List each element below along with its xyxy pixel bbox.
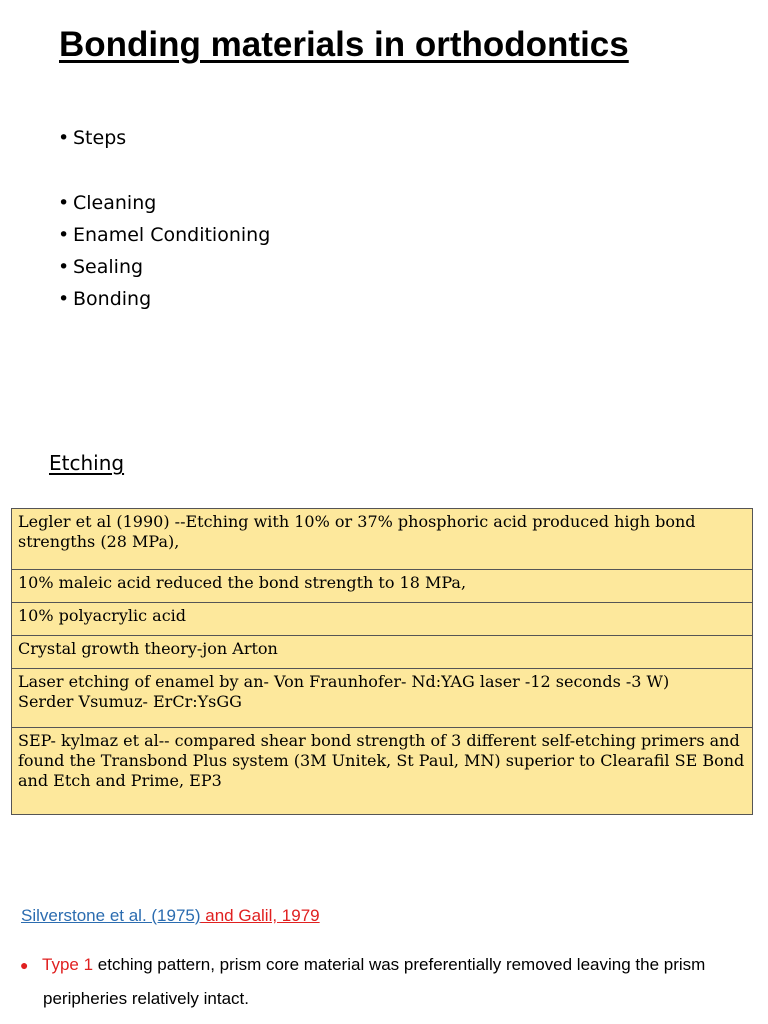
list-item-label: Steps bbox=[73, 127, 127, 149]
steps-list bbox=[58, 122, 270, 315]
table-cell: 10% maleic acid reduced the bond strength to 18 MPa, bbox=[12, 570, 753, 603]
list-spacer bbox=[58, 154, 270, 187]
table-row bbox=[12, 636, 753, 669]
table-cell: Crystal growth theory-jon Arton bbox=[12, 636, 753, 669]
type-description-continuation: peripheries relatively intact. bbox=[43, 989, 249, 1008]
list-item bbox=[58, 283, 270, 315]
reference-link-galil[interactable]: and Galil, 1979 bbox=[200, 906, 320, 925]
bullet-icon: • bbox=[58, 127, 70, 149]
table-cell: Legler et al (1990) --Etching with 10% or 37% phosphoric acid produced high bond strengths (28 MPa), bbox=[12, 509, 753, 570]
table-cell: 10% polyacrylic acid bbox=[12, 603, 753, 636]
bullet-icon: • bbox=[58, 192, 70, 214]
reference-link-silverstone[interactable]: Silverstone et al. (1975) bbox=[21, 906, 201, 925]
type-list-item bbox=[20, 948, 760, 1016]
bullet-icon: • bbox=[58, 224, 70, 246]
table-row bbox=[12, 603, 753, 636]
bullet-icon: • bbox=[58, 256, 70, 278]
list-item bbox=[58, 187, 270, 219]
bullet-icon: ● bbox=[20, 957, 29, 973]
table-cell: SEP- kylmaz et al-- compared shear bond strength of 3 different self-etching primers and found the Transbond Plus system (3M Unitek, St Paul, MN) superior to Clearafil SE Bond and Etch and Prime, EP3 bbox=[12, 728, 753, 815]
bullet-icon: • bbox=[58, 288, 70, 310]
table-row bbox=[12, 728, 753, 815]
list-item bbox=[58, 251, 270, 283]
page-title: Bonding materials in orthodontics bbox=[59, 25, 629, 64]
table-row bbox=[12, 509, 753, 570]
type-label: Type 1 bbox=[42, 955, 94, 974]
section-heading: Etching bbox=[49, 451, 125, 475]
list-item bbox=[58, 122, 270, 154]
type-description: etching pattern, prism core material was preferentially removed leaving the prism bbox=[93, 955, 706, 974]
list-item-label: Cleaning bbox=[73, 192, 157, 214]
reference-line bbox=[21, 906, 320, 926]
list-item-label: Enamel Conditioning bbox=[73, 224, 271, 246]
list-item-label: Bonding bbox=[73, 288, 152, 310]
etching-table bbox=[11, 508, 753, 815]
table-row bbox=[12, 669, 753, 728]
list-item-label: Sealing bbox=[73, 256, 144, 278]
table-row bbox=[12, 570, 753, 603]
list-item bbox=[58, 219, 270, 251]
table-cell: Laser etching of enamel by an- Von Fraunhofer- Nd:YAG laser -12 seconds -3 W) Serder Vsumuz- ErCr:YsGG bbox=[12, 669, 753, 728]
